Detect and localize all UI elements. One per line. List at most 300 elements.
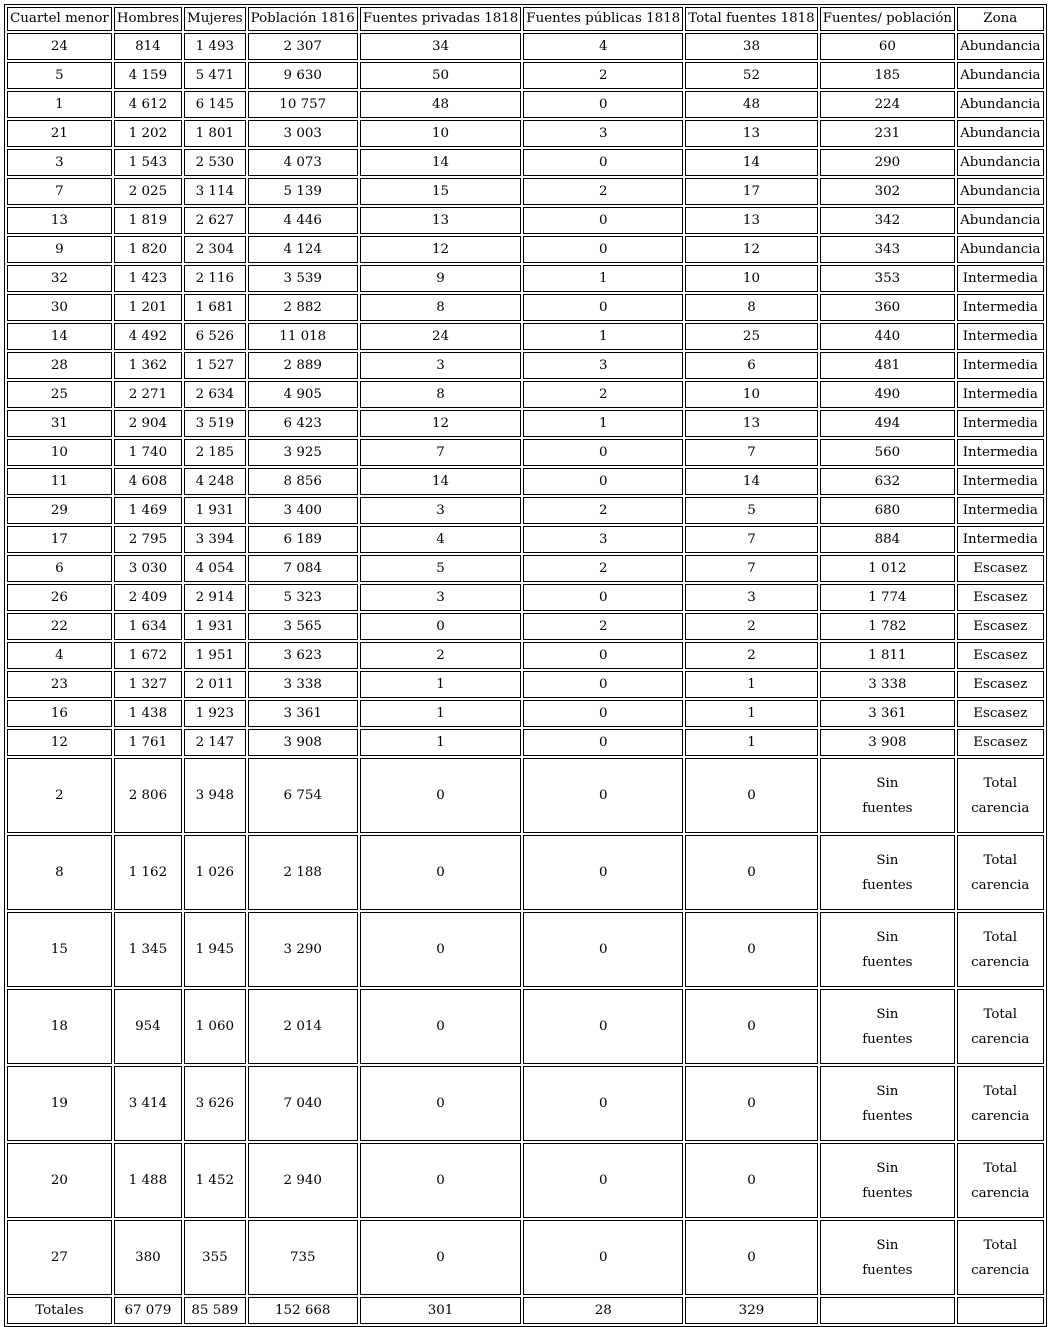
poblacion-cell: 7 084 (248, 555, 358, 582)
table-row-no-fountains (7, 1220, 1044, 1295)
fuentes-poblacion-cell (820, 1220, 955, 1295)
poblacion-cell: 3 565 (248, 613, 358, 640)
mujeres-cell: 1 060 (184, 989, 246, 1064)
hombres-cell: 3 414 (114, 1066, 182, 1141)
mujeres-cell: 3 948 (184, 758, 246, 833)
fuentes-publicas-cell: 0 (523, 1220, 683, 1295)
poblacion-cell: 9 630 (248, 62, 358, 89)
cuartel-cell: 23 (7, 671, 112, 698)
fuentes-privadas-cell: 24 (360, 323, 521, 350)
total-carencia-text: carencia (971, 1108, 1030, 1124)
total-fuentes-cell: 25 (685, 323, 818, 350)
mujeres-cell: 3 626 (184, 1066, 246, 1141)
total-fuentes-poblacion (820, 1297, 955, 1324)
fuentes-publicas-cell: 3 (523, 120, 683, 147)
table-row (7, 642, 1044, 669)
cuartel-cell: 26 (7, 584, 112, 611)
fuentes-privadas-cell: 1 (360, 700, 521, 727)
zona-cell: Abundancia (957, 207, 1043, 234)
total-carencia-text: Total (983, 775, 1018, 791)
mujeres-cell: 3 394 (184, 526, 246, 553)
sin-fuentes-text: fuentes (862, 1262, 913, 1278)
zona-cell (957, 835, 1043, 910)
zona-cell (957, 1066, 1043, 1141)
fuentes-publicas-cell: 1 (523, 410, 683, 437)
mujeres-cell: 6 145 (184, 91, 246, 118)
table-row (7, 236, 1044, 263)
mujeres-cell: 2 304 (184, 236, 246, 263)
table-row (7, 700, 1044, 727)
table-row-no-fountains (7, 989, 1044, 1064)
hombres-cell: 954 (114, 989, 182, 1064)
fuentes-publicas-cell: 2 (523, 62, 683, 89)
cuartel-cell: 15 (7, 912, 112, 987)
total-fuentes-cell: 14 (685, 149, 818, 176)
table-row (7, 178, 1044, 205)
fuentes-privadas-cell: 12 (360, 410, 521, 437)
fuentes-poblacion-cell: 353 (820, 265, 955, 292)
fuentes-poblacion-cell (820, 989, 955, 1064)
fuentes-privadas-cell: 15 (360, 178, 521, 205)
hombres-cell: 2 409 (114, 584, 182, 611)
col-header-fuentes-publicas: Fuentes públicas 1818 (523, 7, 683, 31)
total-fuentes-cell: 38 (685, 33, 818, 60)
zona-cell: Abundancia (957, 33, 1043, 60)
table-row (7, 33, 1044, 60)
fuentes-poblacion-cell: 231 (820, 120, 955, 147)
table-row-no-fountains (7, 835, 1044, 910)
hombres-cell: 4 612 (114, 91, 182, 118)
fuentes-publicas-cell: 2 (523, 381, 683, 408)
total-carencia-text: Total (983, 852, 1018, 868)
col-header-poblacion: Población 1816 (248, 7, 358, 31)
col-header-fuentes-privadas: Fuentes privadas 1818 (360, 7, 521, 31)
table-row (7, 352, 1044, 379)
poblacion-cell: 5 139 (248, 178, 358, 205)
fuentes-publicas-cell: 3 (523, 352, 683, 379)
mujeres-cell: 1 681 (184, 294, 246, 321)
sin-fuentes-text: Sin (876, 1006, 899, 1022)
fuentes-poblacion-cell: 224 (820, 91, 955, 118)
table-row (7, 381, 1044, 408)
fuentes-poblacion-cell: 302 (820, 178, 955, 205)
hombres-cell: 1 469 (114, 497, 182, 524)
sin-fuentes-text: Sin (876, 929, 899, 945)
fuentes-publicas-cell: 2 (523, 613, 683, 640)
cuartel-cell: 16 (7, 700, 112, 727)
zona-cell (957, 1143, 1043, 1218)
table-row (7, 613, 1044, 640)
mujeres-cell: 1 931 (184, 497, 246, 524)
mujeres-cell: 2 914 (184, 584, 246, 611)
zona-cell: Abundancia (957, 120, 1043, 147)
total-fuentes-cell: 8 (685, 294, 818, 321)
fuentes-poblacion-cell: 440 (820, 323, 955, 350)
zona-cell (957, 989, 1043, 1064)
mujeres-cell: 2 011 (184, 671, 246, 698)
fuentes-privadas-cell: 50 (360, 62, 521, 89)
cuartel-cell: 2 (7, 758, 112, 833)
poblacion-cell: 3 623 (248, 642, 358, 669)
hombres-cell: 2 795 (114, 526, 182, 553)
poblacion-cell: 2 940 (248, 1143, 358, 1218)
hombres-cell: 1 543 (114, 149, 182, 176)
fuentes-privadas-cell: 48 (360, 91, 521, 118)
total-fuentes-cell: 13 (685, 207, 818, 234)
total-fuentes-cell: 52 (685, 62, 818, 89)
hombres-cell: 1 423 (114, 265, 182, 292)
hombres-cell: 814 (114, 33, 182, 60)
hombres-cell: 2 271 (114, 381, 182, 408)
total-fuentes-cell: 7 (685, 555, 818, 582)
zona-cell: Abundancia (957, 236, 1043, 263)
table-row (7, 526, 1044, 553)
fuentes-poblacion-cell: 490 (820, 381, 955, 408)
total-fuentes-cell: 0 (685, 1066, 818, 1141)
total-fuentes-cell: 0 (685, 989, 818, 1064)
poblacion-cell: 3 925 (248, 439, 358, 466)
total-carencia-text: Total (983, 929, 1018, 945)
hombres-cell: 4 608 (114, 468, 182, 495)
mujeres-cell: 2 530 (184, 149, 246, 176)
table-body (7, 33, 1044, 1295)
mujeres-cell: 1 527 (184, 352, 246, 379)
fuentes-poblacion-cell: 3 338 (820, 671, 955, 698)
header-row (7, 7, 1044, 31)
zona-cell (957, 1220, 1043, 1295)
total-carencia-text: carencia (971, 877, 1030, 893)
cuartel-cell: 5 (7, 62, 112, 89)
total-carencia-text: carencia (971, 954, 1030, 970)
sin-fuentes-text: fuentes (862, 1108, 913, 1124)
fuentes-publicas-cell: 2 (523, 497, 683, 524)
poblacion-cell: 5 323 (248, 584, 358, 611)
poblacion-cell: 10 757 (248, 91, 358, 118)
fuentes-poblacion-cell: 3 908 (820, 729, 955, 756)
poblacion-cell: 6 189 (248, 526, 358, 553)
mujeres-cell: 6 526 (184, 323, 246, 350)
total-carencia-text: carencia (971, 1185, 1030, 1201)
zona-cell: Intermedia (957, 265, 1043, 292)
zona-cell: Intermedia (957, 497, 1043, 524)
fuentes-poblacion-cell: 494 (820, 410, 955, 437)
mujeres-cell: 2 185 (184, 439, 246, 466)
fuentes-publicas-cell: 0 (523, 1143, 683, 1218)
col-header-total-fuentes: Total fuentes 1818 (685, 7, 818, 31)
zona-cell: Abundancia (957, 149, 1043, 176)
poblacion-cell: 2 307 (248, 33, 358, 60)
table-row-no-fountains (7, 1066, 1044, 1141)
fuentes-poblacion-cell: 481 (820, 352, 955, 379)
fuentes-privadas-cell: 1 (360, 729, 521, 756)
hombres-cell: 1 202 (114, 120, 182, 147)
cuartel-cell: 24 (7, 33, 112, 60)
table-row (7, 410, 1044, 437)
poblacion-cell: 4 124 (248, 236, 358, 263)
fuentes-poblacion-cell: 632 (820, 468, 955, 495)
cuartel-cell: 25 (7, 381, 112, 408)
mujeres-cell: 2 634 (184, 381, 246, 408)
total-fuentes-cell: 12 (685, 236, 818, 263)
total-fuentes-cell: 0 (685, 912, 818, 987)
total-carencia-text: carencia (971, 800, 1030, 816)
hombres-cell: 1 761 (114, 729, 182, 756)
fuentes-publicas-cell: 3 (523, 526, 683, 553)
mujeres-cell: 4 054 (184, 555, 246, 582)
zona-cell: Abundancia (957, 178, 1043, 205)
mujeres-cell: 1 923 (184, 700, 246, 727)
table-row (7, 91, 1044, 118)
fuentes-poblacion-cell: 343 (820, 236, 955, 263)
cuartel-cell: 1 (7, 91, 112, 118)
fuentes-publicas-cell: 2 (523, 178, 683, 205)
fuentes-privadas-cell: 12 (360, 236, 521, 263)
sin-fuentes-text: fuentes (862, 1031, 913, 1047)
zona-cell: Escasez (957, 584, 1043, 611)
cuartel-cell: 19 (7, 1066, 112, 1141)
table-container (4, 4, 1047, 1327)
cuartel-cell: 7 (7, 178, 112, 205)
hombres-cell: 4 492 (114, 323, 182, 350)
cuartel-cell: 22 (7, 613, 112, 640)
cuartel-cell: 32 (7, 265, 112, 292)
cuartel-cell: 4 (7, 642, 112, 669)
zona-cell: Abundancia (957, 62, 1043, 89)
mujeres-cell: 3 519 (184, 410, 246, 437)
poblacion-cell: 3 400 (248, 497, 358, 524)
total-fuentes-cell: 14 (685, 468, 818, 495)
poblacion-cell: 6 754 (248, 758, 358, 833)
zona-cell: Escasez (957, 700, 1043, 727)
fuentes-publicas-cell: 0 (523, 294, 683, 321)
fuentes-publicas-cell: 0 (523, 989, 683, 1064)
fuentes-publicas-cell: 4 (523, 33, 683, 60)
hombres-cell: 1 634 (114, 613, 182, 640)
table-row (7, 149, 1044, 176)
fuentes-poblacion-cell (820, 835, 955, 910)
table-row-no-fountains (7, 1143, 1044, 1218)
fuentes-privadas-cell: 1 (360, 671, 521, 698)
col-header-hombres: Hombres (114, 7, 182, 31)
sin-fuentes-text: fuentes (862, 800, 913, 816)
fuentes-publicas-cell: 1 (523, 265, 683, 292)
total-fuentes-cell: 13 (685, 120, 818, 147)
fuentes-poblacion-cell: 680 (820, 497, 955, 524)
sin-fuentes-text: fuentes (862, 877, 913, 893)
hombres-cell: 380 (114, 1220, 182, 1295)
zona-cell: Intermedia (957, 294, 1043, 321)
mujeres-cell: 2 627 (184, 207, 246, 234)
mujeres-cell: 1 801 (184, 120, 246, 147)
col-header-zona: Zona (957, 7, 1043, 31)
total-fuentes-cell: 3 (685, 584, 818, 611)
table-row (7, 497, 1044, 524)
total-fuentes-cell: 1 (685, 700, 818, 727)
hombres-cell: 1 740 (114, 439, 182, 466)
fuentes-poblacion-cell: 560 (820, 439, 955, 466)
sin-fuentes-text: Sin (876, 1160, 899, 1176)
mujeres-cell: 3 114 (184, 178, 246, 205)
table-row (7, 265, 1044, 292)
table-row-no-fountains (7, 912, 1044, 987)
totals-label: Totales (7, 1297, 112, 1324)
mujeres-cell: 355 (184, 1220, 246, 1295)
fuentes-privadas-cell: 34 (360, 33, 521, 60)
cuartel-cell: 30 (7, 294, 112, 321)
fuentes-privadas-cell: 3 (360, 497, 521, 524)
hombres-cell: 1 672 (114, 642, 182, 669)
totals-row (7, 1297, 1044, 1324)
cuartel-cell: 14 (7, 323, 112, 350)
poblacion-cell: 3 539 (248, 265, 358, 292)
table-row (7, 584, 1044, 611)
poblacion-cell: 735 (248, 1220, 358, 1295)
total-fuentes-cell: 10 (685, 265, 818, 292)
fuentes-privadas-cell: 10 (360, 120, 521, 147)
zona-cell: Intermedia (957, 352, 1043, 379)
fuentes-privadas-cell: 0 (360, 613, 521, 640)
total-fuentes-cell: 0 (685, 1220, 818, 1295)
hombres-cell: 1 201 (114, 294, 182, 321)
hombres-cell: 1 162 (114, 835, 182, 910)
poblacion-cell: 3 908 (248, 729, 358, 756)
sin-fuentes-text: fuentes (862, 954, 913, 970)
fuentes-privadas-cell: 4 (360, 526, 521, 553)
fuentes-privadas-cell: 0 (360, 1220, 521, 1295)
col-header-mujeres: Mujeres (184, 7, 246, 31)
zona-cell: Abundancia (957, 91, 1043, 118)
total-fuentes-cell: 13 (685, 410, 818, 437)
cuartel-cell: 28 (7, 352, 112, 379)
fuentes-poblacion-cell: 1 774 (820, 584, 955, 611)
zona-cell: Escasez (957, 671, 1043, 698)
total-fuentes-publicas: 28 (523, 1297, 683, 1324)
hombres-cell: 1 438 (114, 700, 182, 727)
fuentes-publicas-cell: 0 (523, 671, 683, 698)
poblacion-cell: 2 882 (248, 294, 358, 321)
mujeres-cell: 2 116 (184, 265, 246, 292)
hombres-cell: 2 806 (114, 758, 182, 833)
fuentes-privadas-cell: 13 (360, 207, 521, 234)
fuentes-poblacion-cell: 884 (820, 526, 955, 553)
sin-fuentes-text: Sin (876, 852, 899, 868)
total-poblacion: 152 668 (248, 1297, 358, 1324)
total-fuentes-cell: 2 (685, 613, 818, 640)
zona-cell: Escasez (957, 613, 1043, 640)
total-fuentes-cell: 10 (685, 381, 818, 408)
fuentes-publicas-cell: 2 (523, 555, 683, 582)
total-fuentes-cell: 0 (685, 758, 818, 833)
table-row (7, 294, 1044, 321)
zona-cell: Intermedia (957, 468, 1043, 495)
fuentes-privadas-cell: 0 (360, 912, 521, 987)
sin-fuentes-text: Sin (876, 775, 899, 791)
total-carencia-text: Total (983, 1237, 1018, 1253)
cuartel-cell: 29 (7, 497, 112, 524)
cuartel-cell: 8 (7, 835, 112, 910)
fuentes-privadas-cell: 8 (360, 381, 521, 408)
table-row (7, 120, 1044, 147)
table-row (7, 207, 1044, 234)
total-fuentes-cell: 2 (685, 642, 818, 669)
fuentes-poblacion-cell (820, 912, 955, 987)
fuentes-poblacion-cell: 342 (820, 207, 955, 234)
fuentes-publicas-cell: 0 (523, 468, 683, 495)
fuentes-privadas-cell: 14 (360, 149, 521, 176)
total-carencia-text: Total (983, 1160, 1018, 1176)
poblacion-cell: 3 338 (248, 671, 358, 698)
total-fuentes-cell: 7 (685, 439, 818, 466)
fuentes-publicas-cell: 0 (523, 700, 683, 727)
fuentes-publicas-cell: 1 (523, 323, 683, 350)
total-carencia-text: carencia (971, 1031, 1030, 1047)
fuentes-publicas-cell: 0 (523, 912, 683, 987)
total-fuentes-cell: 1 (685, 671, 818, 698)
mujeres-cell: 1 493 (184, 33, 246, 60)
cuartel-cell: 10 (7, 439, 112, 466)
cuartel-cell: 9 (7, 236, 112, 263)
cuartel-cell: 27 (7, 1220, 112, 1295)
table-row-no-fountains (7, 758, 1044, 833)
table-row (7, 468, 1044, 495)
fuentes-publicas-cell: 0 (523, 584, 683, 611)
cuartel-cell: 17 (7, 526, 112, 553)
table-row (7, 323, 1044, 350)
poblacion-cell: 2 889 (248, 352, 358, 379)
fuentes-privadas-cell: 3 (360, 352, 521, 379)
fuentes-poblacion-cell: 1 012 (820, 555, 955, 582)
mujeres-cell: 5 471 (184, 62, 246, 89)
cuartel-cell: 18 (7, 989, 112, 1064)
fuentes-poblacion-cell (820, 1066, 955, 1141)
hombres-cell: 1 488 (114, 1143, 182, 1218)
total-mujeres: 85 589 (184, 1297, 246, 1324)
total-zona (957, 1297, 1043, 1324)
total-fuentes-cell: 6 (685, 352, 818, 379)
hombres-cell: 2 904 (114, 410, 182, 437)
total-fuentes-cell: 17 (685, 178, 818, 205)
fuentes-poblacion-cell (820, 1143, 955, 1218)
table-row (7, 62, 1044, 89)
cuartel-cell: 3 (7, 149, 112, 176)
fuentes-privadas-cell: 0 (360, 835, 521, 910)
zona-cell (957, 758, 1043, 833)
poblacion-cell: 4 073 (248, 149, 358, 176)
mujeres-cell: 1 026 (184, 835, 246, 910)
mujeres-cell: 1 931 (184, 613, 246, 640)
fuentes-poblacion-cell: 360 (820, 294, 955, 321)
hombres-cell: 1 327 (114, 671, 182, 698)
poblacion-cell: 8 856 (248, 468, 358, 495)
cuartel-cell: 31 (7, 410, 112, 437)
fuentes-privadas-cell: 3 (360, 584, 521, 611)
fuentes-publicas-cell: 0 (523, 729, 683, 756)
poblacion-cell: 6 423 (248, 410, 358, 437)
fuentes-poblacion-cell: 290 (820, 149, 955, 176)
fuentes-privadas-cell: 0 (360, 1066, 521, 1141)
fuentes-privadas-cell: 5 (360, 555, 521, 582)
cuartel-cell: 13 (7, 207, 112, 234)
poblacion-cell: 3 003 (248, 120, 358, 147)
poblacion-cell: 2 014 (248, 989, 358, 1064)
sin-fuentes-text: Sin (876, 1237, 899, 1253)
col-header-cuartel: Cuartel menor (7, 7, 112, 31)
fuentes-publicas-cell: 0 (523, 439, 683, 466)
fuentes-publicas-cell: 0 (523, 207, 683, 234)
population-fountains-table (4, 4, 1047, 1327)
fuentes-publicas-cell: 0 (523, 642, 683, 669)
fuentes-privadas-cell: 9 (360, 265, 521, 292)
